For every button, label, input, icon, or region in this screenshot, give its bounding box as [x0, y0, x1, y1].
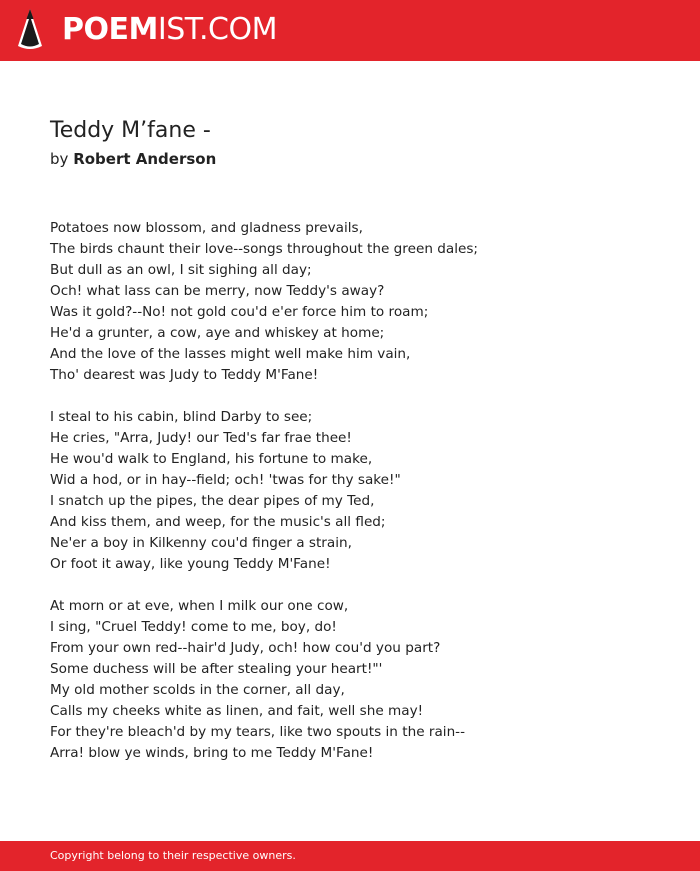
copyright-notice: Copyright belong to their respective owners. — [50, 849, 296, 862]
poem-line: And kiss them, and weep, for the music's all fled; — [50, 514, 386, 530]
poem-line: For they're bleach'd by my tears, like two spouts in the rain-- — [50, 724, 465, 740]
poem-byline — [50, 148, 216, 170]
poem-line: Potatoes now blossom, and gladness prevails, — [50, 220, 363, 236]
poem-line: From your own red--hair'd Judy, och! how cou'd you part? — [50, 640, 441, 656]
poem-line: Or foot it away, like young Teddy M'Fane! — [50, 556, 331, 572]
logo-bold-text: POEM — [62, 12, 158, 47]
poem-line: He wou'd walk to England, his fortune to make, — [50, 451, 373, 467]
logo-light-text: IST.COM — [157, 12, 277, 47]
poem-line: Wid a hod, or in hay--field; och! 'twas for thy sake!" — [50, 472, 401, 488]
author-name: Robert Anderson — [73, 150, 217, 168]
poem-line: I steal to his cabin, blind Darby to see; — [50, 409, 313, 425]
poem-line: Ne'er a boy in Kilkenny cou'd finger a strain, — [50, 535, 352, 551]
poem-line: Calls my cheeks white as linen, and fait, well she may! — [50, 703, 424, 719]
poem-title: Teddy M’fane - — [50, 118, 211, 143]
poem-stanza — [50, 407, 670, 575]
poem-line: And the love of the lasses might well make him vain, — [50, 346, 411, 362]
poem-line: I sing, "Cruel Teddy! come to me, boy, do! — [50, 619, 337, 635]
poem-line: But dull as an owl, I sit sighing all day; — [50, 262, 312, 278]
byline-prefix: by — [50, 150, 69, 168]
site-footer — [0, 841, 700, 871]
poem-stanza — [50, 596, 670, 764]
site-header — [0, 0, 700, 61]
poem-body — [50, 218, 670, 785]
poem-line: Was it gold?--No! not gold cou'd e'er force him to roam; — [50, 304, 429, 320]
poem-stanza — [50, 218, 670, 386]
poem-line: At morn or at eve, when I milk our one cow, — [50, 598, 349, 614]
poem-line: I snatch up the pipes, the dear pipes of my Ted, — [50, 493, 375, 509]
poem-line: Och! what lass can be merry, now Teddy's away? — [50, 283, 385, 299]
poem-line: Some duchess will be after stealing your heart!"' — [50, 661, 383, 677]
poem-line: My old mother scolds in the corner, all day, — [50, 682, 345, 698]
poem-line: Tho' dearest was Judy to Teddy M'Fane! — [50, 367, 319, 383]
poem-line: He cries, "Arra, Judy! our Ted's far frae thee! — [50, 430, 352, 446]
poem-line: He'd a grunter, a cow, aye and whiskey at home; — [50, 325, 385, 341]
pencil-tip-icon[interactable] — [16, 8, 44, 52]
poem-line: The birds chaunt their love--songs throughout the green dales; — [50, 241, 479, 257]
site-logo[interactable] — [62, 10, 277, 50]
poem-line: Arra! blow ye winds, bring to me Teddy M'Fane! — [50, 745, 374, 761]
